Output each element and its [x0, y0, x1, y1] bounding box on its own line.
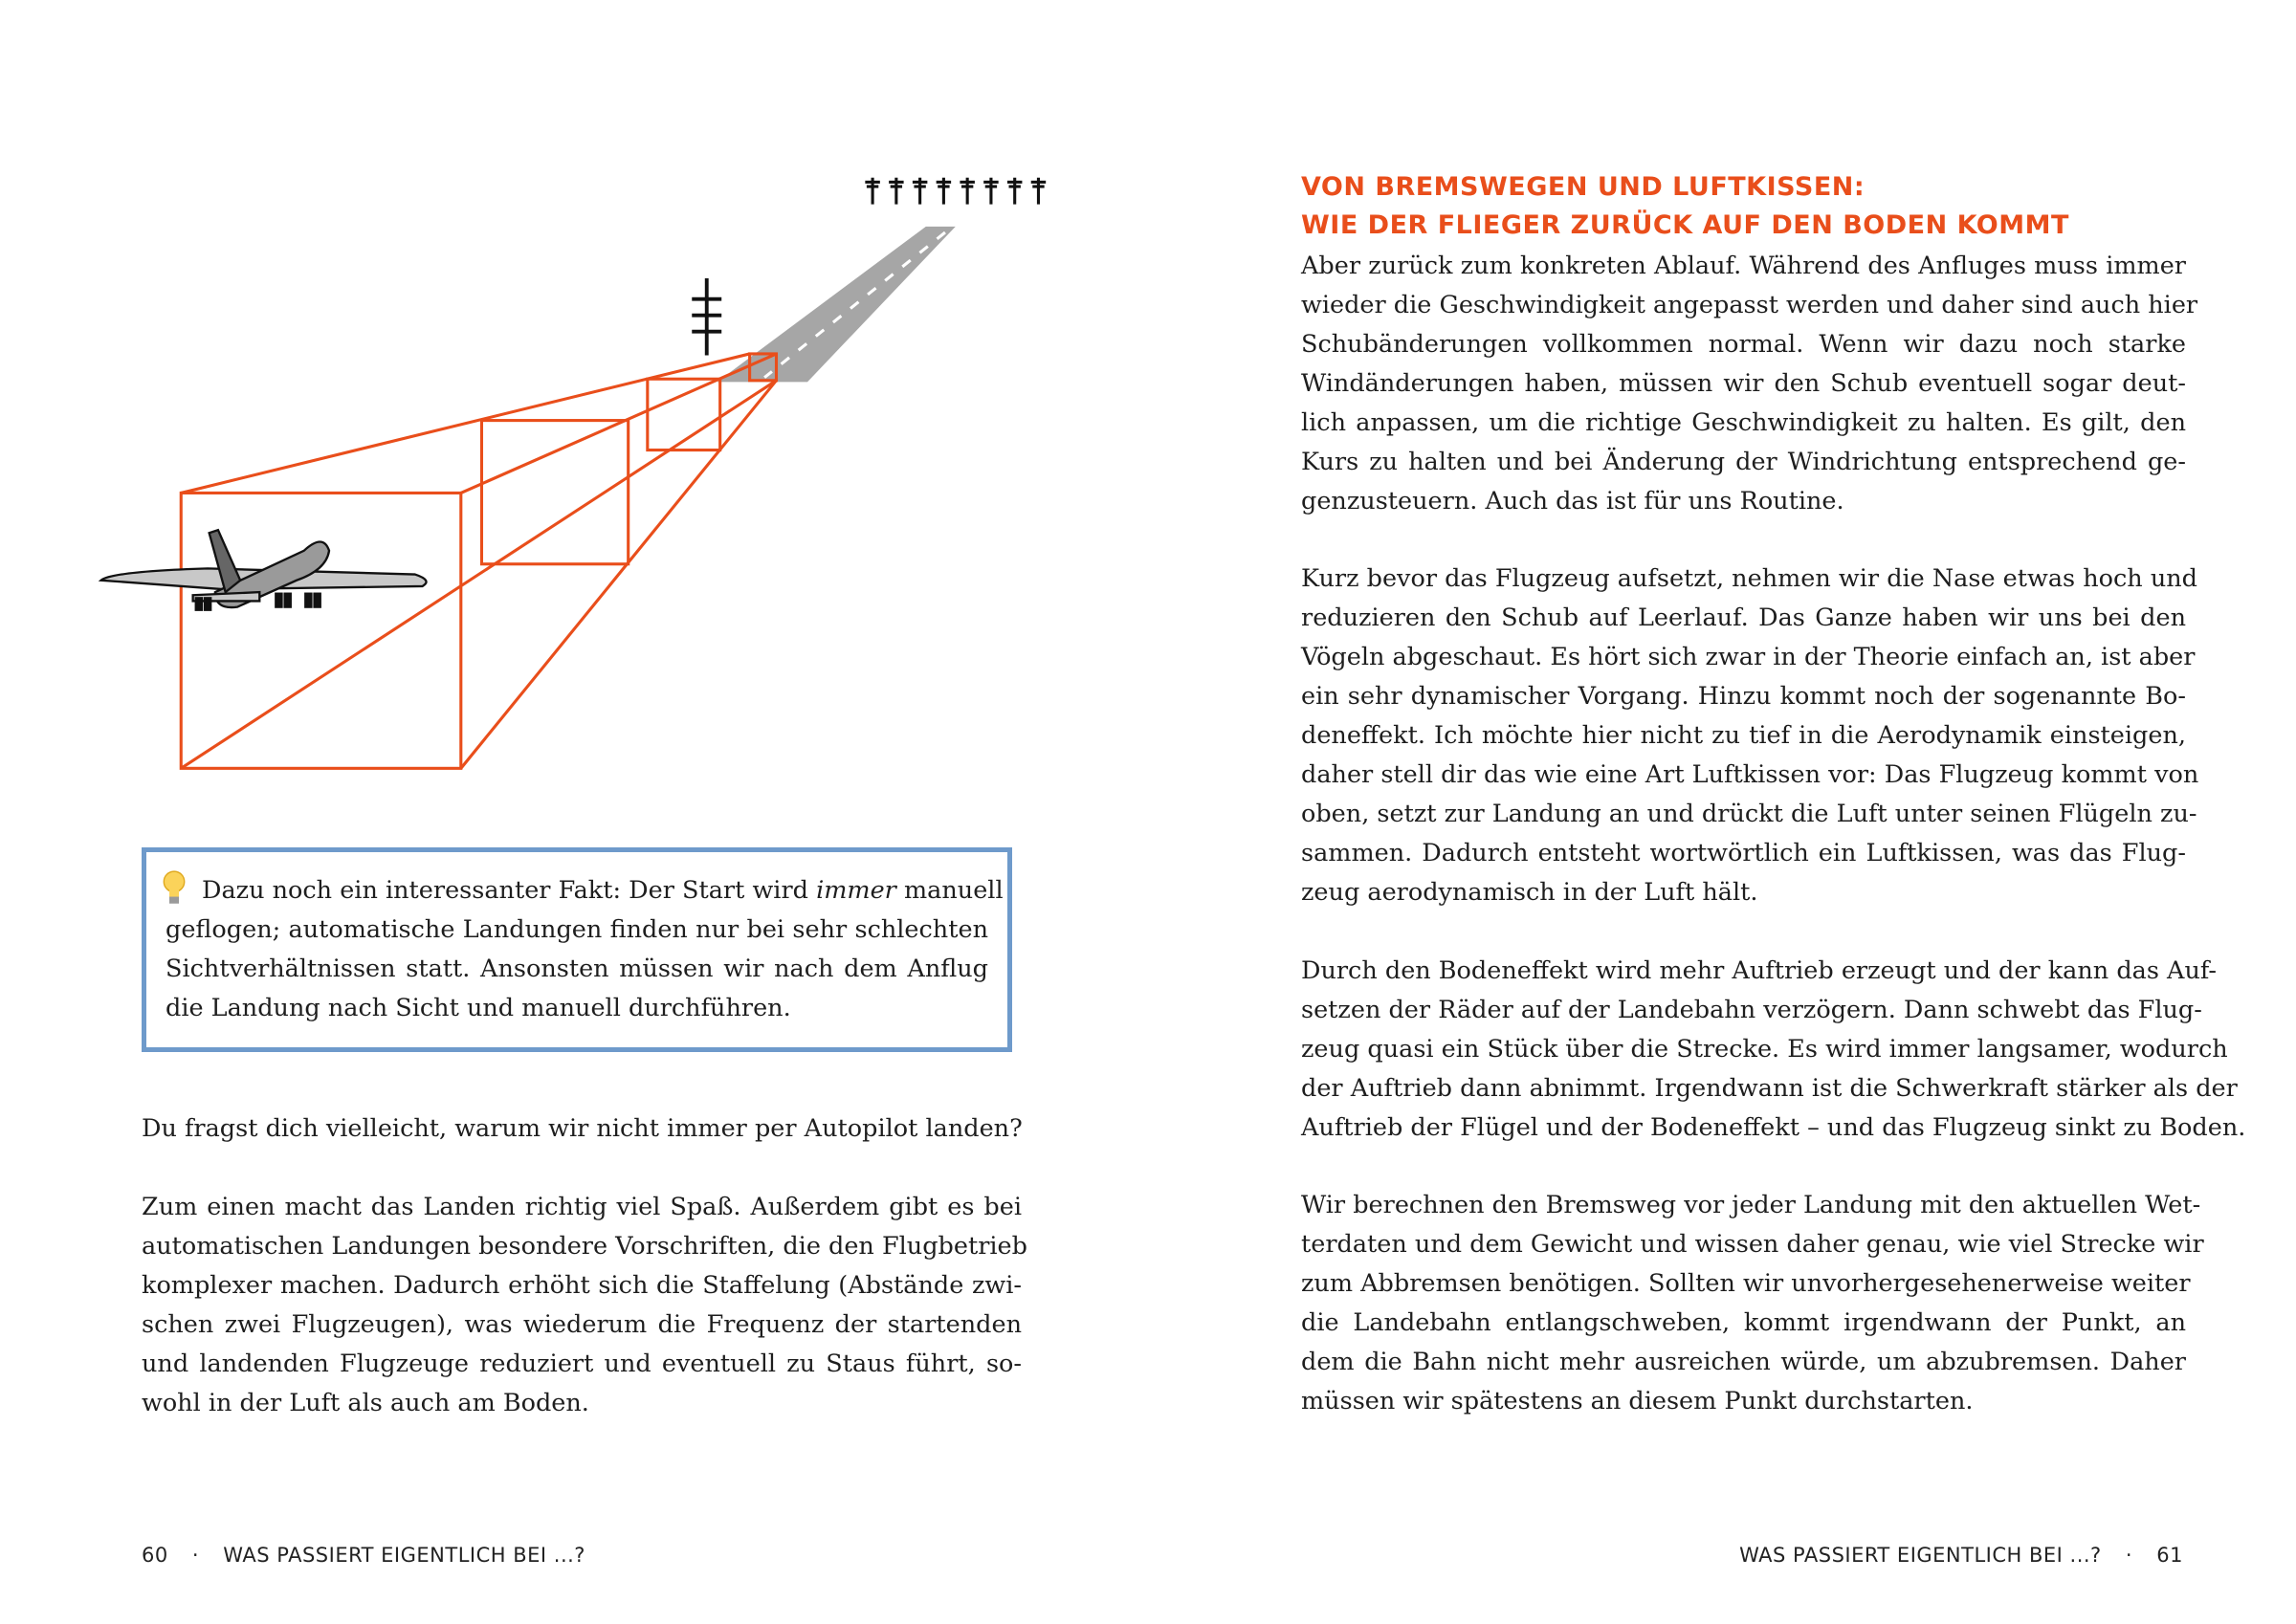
text-line: Schubänderungen vollkommen normal. Wenn wir dazu noch starke [1301, 330, 2186, 359]
text-line: wieder die Geschwindigkeit angepasst werden und daher sind auch hier [1301, 291, 2198, 319]
text-line: und landenden Flugzeuge reduziert und eventuell zu Staus führt, so- [142, 1350, 1022, 1378]
running-title: WAS PASSIERT EIGENTLICH BEI ...? [1739, 1544, 2102, 1567]
footer-separator: · [191, 1544, 200, 1567]
text-line: Kurs zu halten und bei Änderung der Windrichtung entsprechend ge- [1301, 448, 2186, 476]
left-paragraph-2 [142, 1188, 1027, 1423]
right-footer [1739, 1544, 2183, 1567]
runway [718, 227, 956, 383]
text-line: Du fragst dich vielleicht, warum wir nicht immer per Autopilot landen? [142, 1114, 1023, 1143]
text-line: Durch den Bodeneffekt wird mehr Auftrieb erzeugt und der kann das Auf- [1301, 956, 2218, 985]
approach-lights-icon [865, 178, 1046, 205]
text-line: daher stell dir das wie eine Art Luftkissen vor: Das Flugzeug kommt von [1301, 760, 2199, 789]
text-line: dem die Bahn nicht mehr ausreichen würde, um abzubremsen. Daher [1301, 1348, 2186, 1376]
text-line: wohl in der Luft als auch am Boden. [142, 1389, 589, 1417]
text-line: Kurz bevor das Flugzeug aufsetzt, nehmen wir die Nase etwas hoch und [1301, 564, 2197, 593]
right-paragraph-4 [1301, 1186, 2204, 1421]
text-line: Aber zurück zum konkreten Ablauf. Während des Anfluges muss immer [1301, 252, 2186, 280]
fact-line: geflogen; automatische Landungen finden nur bei sehr schlechten [166, 915, 988, 944]
left-paragraph-1 [142, 1109, 1022, 1149]
text-line: Wir berechnen den Bremsweg vor jeder Landung mit den aktuellen Wet- [1301, 1191, 2201, 1219]
right-paragraph-1 [1301, 247, 2198, 521]
left-footer [142, 1544, 585, 1567]
text-line: ein sehr dynamischer Vorgang. Hinzu kommt noch der sogenannte Bo- [1301, 682, 2186, 711]
fact-line: Sichtverhältnissen statt. Ansonsten müssen wir nach dem Anflug [166, 955, 988, 983]
text-line: setzen der Räder auf der Landebahn verzögern. Dann schwebt das Flug- [1301, 996, 2202, 1024]
airplane-icon [101, 530, 427, 610]
text-line: Auftrieb der Flügel und der Bodeneffekt – und das Flugzeug sinkt zu Boden. [1301, 1113, 2246, 1142]
text-line: automatischen Landungen besondere Vorschriften, die den Flugbetrieb [142, 1232, 1027, 1261]
approach-light-pole-icon [692, 278, 721, 355]
section-heading [1301, 168, 2069, 245]
text-line: müssen wir spätestens an diesem Punkt durchstarten. [1301, 1387, 1974, 1416]
text-line: oben, setzt zur Landung an und drückt die Luft unter seinen Flügeln zu- [1301, 800, 2197, 828]
text-line: genzusteuern. Auch das ist für uns Routine. [1301, 487, 1844, 516]
text-line: terdaten und dem Gewicht und wissen daher genau, wie viel Strecke wir [1301, 1230, 2204, 1259]
text-line: schen zwei Flugzeugen), was wiederum die Frequenz der startenden [142, 1310, 1022, 1339]
right-paragraph-2 [1301, 560, 2199, 912]
fact-line: die Landung nach Sicht und manuell durchführen. [166, 994, 791, 1022]
text-line: lich anpassen, um die richtige Geschwindigkeit zu halten. Es gilt, den [1301, 408, 2186, 437]
text-line: zum Abbremsen benötigen. Sollten wir unvorhergesehenerweise weiter [1301, 1269, 2191, 1298]
fact-text [202, 871, 1004, 911]
glide-path-boxes [181, 354, 776, 768]
text-line: zeug aerodynamisch in der Luft hält. [1301, 878, 1758, 907]
running-title: WAS PASSIERT EIGENTLICH BEI ...? [223, 1544, 585, 1567]
page-number: 61 [2156, 1544, 2183, 1567]
text-line: reduzieren den Schub auf Leerlauf. Das Ganze haben wir uns bei den [1301, 604, 2186, 632]
heading-line: VON BREMSWEGEN UND LUFTKISSEN: [1301, 172, 1866, 202]
lightbulb-icon [160, 869, 188, 908]
right-paragraph-3 [1301, 952, 2246, 1148]
text-line: Vögeln abgeschaut. Es hört sich zwar in der Theorie einfach an, ist aber [1301, 643, 2196, 671]
text-line: die Landebahn entlangschweben, kommt irgendwann der Punkt, an [1301, 1308, 2186, 1337]
text-line: deneffekt. Ich möchte hier nicht zu tief in die Aerodynamik einsteigen, [1301, 721, 2186, 750]
text-line: Windänderungen haben, müssen wir den Schub eventuell sogar deut- [1301, 369, 2186, 398]
text-line: Zum einen macht das Landen richtig viel Spaß. Außerdem gibt es bei [142, 1193, 1022, 1221]
text-line: komplexer machen. Dadurch erhöht sich die Staffelung (Abstände zwi- [142, 1271, 1022, 1300]
heading-line: WIE DER FLIEGER ZURÜCK AUF DEN BODEN KOMMT [1301, 210, 2069, 240]
fact-line: Dazu noch ein interessanter Fakt: Der Start wird immer manuell [202, 876, 1004, 905]
text-line: sammen. Dadurch entsteht wortwörtlich ein Luftkissen, was das Flug- [1301, 839, 2186, 867]
text-line: der Auftrieb dann abnimmt. Irgendwann ist die Schwerkraft stärker als der [1301, 1074, 2238, 1103]
footer-separator: · [2125, 1544, 2133, 1567]
fact-box [142, 847, 1012, 1052]
fact-text-cont [166, 911, 988, 1028]
page-number: 60 [142, 1544, 168, 1567]
text-line: zeug quasi ein Stück über die Strecke. Es wird immer langsamer, wodurch [1301, 1035, 2228, 1064]
